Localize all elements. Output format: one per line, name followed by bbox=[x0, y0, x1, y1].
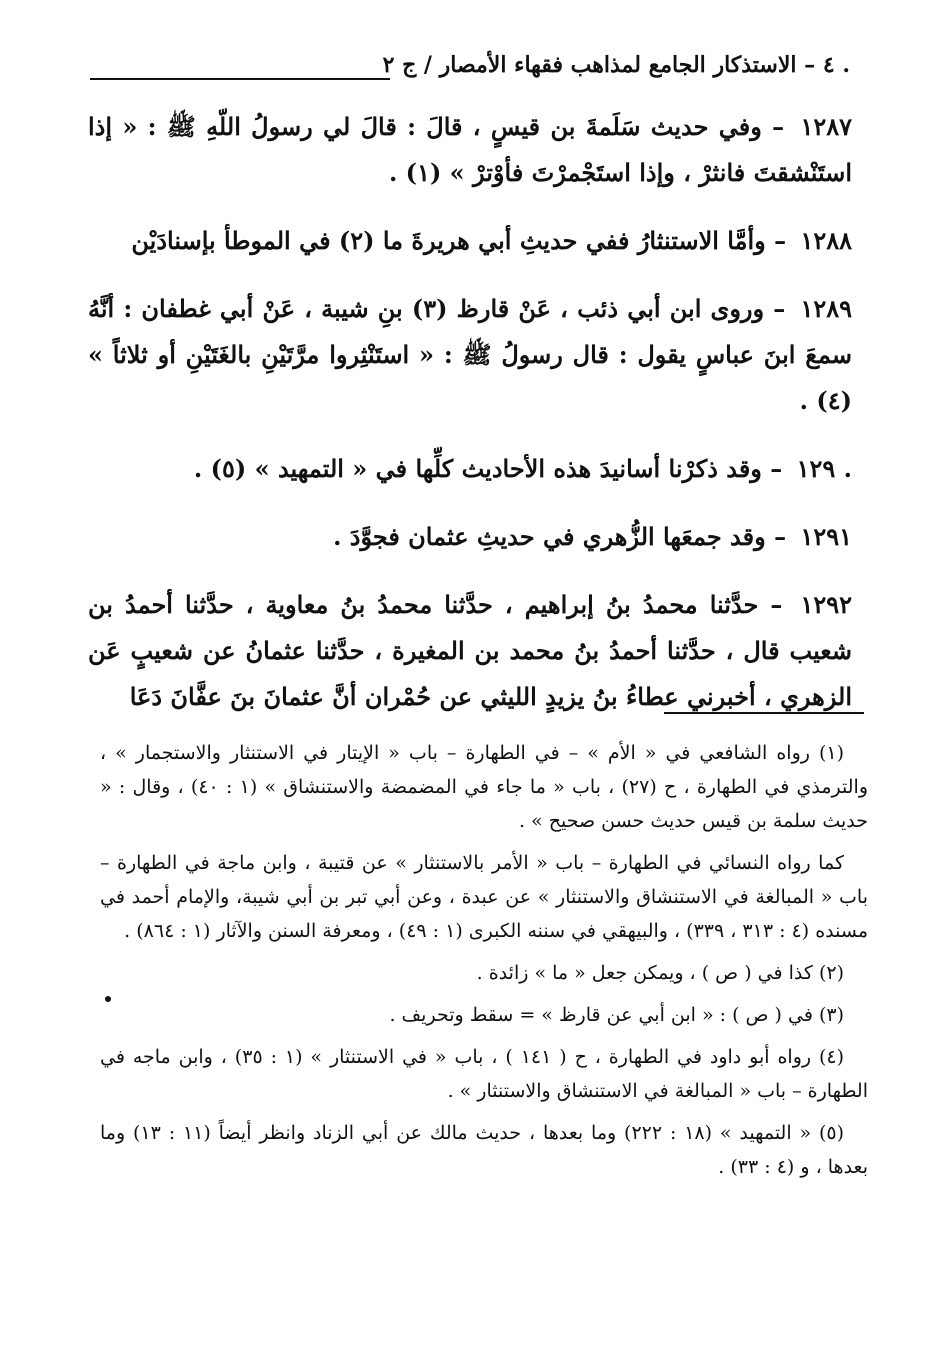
ink-dot bbox=[105, 996, 111, 1002]
footnote-2: (٢) كذا في ( ص ) ، ويمكن جعل « ما » زائدة . bbox=[476, 962, 844, 984]
paragraph-1289 bbox=[88, 286, 852, 424]
header-rule bbox=[90, 78, 390, 80]
footnotes bbox=[100, 736, 868, 1192]
header-title: . ٤ – الاستذكار الجامع لمذاهب فقهاء الأمصار / ج ٢ bbox=[382, 52, 850, 78]
paragraph-text: – وقد ذكرْنا أسانيدَ هذه الأحاديث كلِّها في « التمهيد » (٥) . bbox=[193, 454, 783, 483]
paragraph-text: – وأمَّا الاستنثارُ ففي حديثِ أبي هريرةَ ما (٢) في الموطأ بإسنادَيْن bbox=[131, 226, 787, 255]
paragraph-1292 bbox=[88, 582, 852, 720]
paragraph-1290 bbox=[88, 446, 852, 492]
footnote-5: (٥) « التمهيد » (١٨ : ٢٢٢) وما بعدها ، حديث مالك عن أبي الزناد وانظر أيضاً (١١ : ١٣) وما بعدها ، و (٤ : ٣٣) . bbox=[100, 1122, 868, 1178]
paragraph-text: – حدَّثنا محمدُ بنُ إبراهيم ، حدَّثنا محمدُ بنُ معاوية ، حدَّثنا أحمدُ بن شعيب قال ، حدَّثنا أحمدُ بنُ محمد بن المغيرة ، حدَّثنا عثمانُ عن شعيبٍ عَن الزهري ، أخبرني عطاءُ بنُ يزيدٍ الليثي عن حُمْران أنَّ عثمانَ بنَ عفَّانَ دَعَا bbox=[88, 590, 852, 711]
footnote-4: (٤) رواه أبو داود في الطهارة ، ح ( ١٤١ ) ، باب « في الاستنثار » (١ : ٣٥) ، وابن ماجه في الطهارة – باب « المبالغة في الاستنشاق والاستنثار » . bbox=[100, 1046, 868, 1102]
paragraph-number: ١٢٨٧ bbox=[800, 112, 853, 141]
running-header bbox=[90, 52, 850, 88]
paragraph-1288 bbox=[88, 218, 852, 264]
footnote-1: (١) رواه الشافعي في « الأم » – في الطهارة – باب « الإيتار في الاستنثار والاستجمار » ، والترمذي في الطهارة ، ح (٢٧) ، باب « ما جاء في المضمضة والاستنشاق » (١ : ٤٠) ، وقال : « حديث سلمة بن قيس حديث حسن صحيح » . bbox=[100, 742, 868, 832]
paragraph-number: ١٢٨٨ bbox=[800, 226, 852, 255]
paragraph-number: ١٢٩٢ bbox=[800, 590, 853, 619]
paragraph-1291 bbox=[88, 514, 852, 560]
paragraph-text: – وروى ابن أبي ذئب ، عَنْ قارظ (٣) بنِ شيبة ، عَنْ أبي غطفان : أنَّهُ سمعَ ابنَ عباسٍ يقول : قال رسولُ ﷺ : « استَنْثِروا مرَّتَيْنِ بالغَتَيْنِ أو ثلاثاً » (٤) . bbox=[88, 294, 852, 415]
paragraph-number: . ١٢٩ bbox=[796, 454, 852, 483]
paragraph-number: ١٢٩١ bbox=[800, 522, 852, 551]
paragraph-number: ١٢٨٩ bbox=[800, 294, 853, 323]
main-text bbox=[88, 104, 852, 742]
footnote-separator bbox=[664, 712, 864, 714]
paragraph-1287 bbox=[88, 104, 852, 196]
paragraph-text: – وقد جمعَها الزُّهري في حديثِ عثمان فجوَّدَ . bbox=[333, 522, 787, 551]
paragraph-text: – وفي حديث سَلَمةَ بن قيسٍ ، قالَ : قالَ لي رسولُ اللّهِ ﷺ : « إذا استَنْشقتَ فانثرْ ، وإذا استَجْمرْتَ فأوْترْ » (١) . bbox=[88, 112, 852, 187]
footnote-1-continued: كما رواه النسائي في الطهارة – باب « الأمر بالاستنثار » عن قتيبة ، وابن ماجة في الطهارة – باب « المبالغة في الاستنشاق والاستنثار » عن عبدة ، وعن أبي تبر بن أبي شيبة، والإمام أحمد في مسنده (٤ : ٣١٣ ، ٣٣٩) ، والبيهقي في سننه الكبرى (١ : ٤٩) ، ومعرفة السنن والآثار (١ : ٨٦٤) . bbox=[100, 852, 868, 942]
footnote-3: (٣) في ( ص ) : « ابن أبي عن قارظ » = سقط وتحريف . bbox=[389, 1004, 844, 1026]
